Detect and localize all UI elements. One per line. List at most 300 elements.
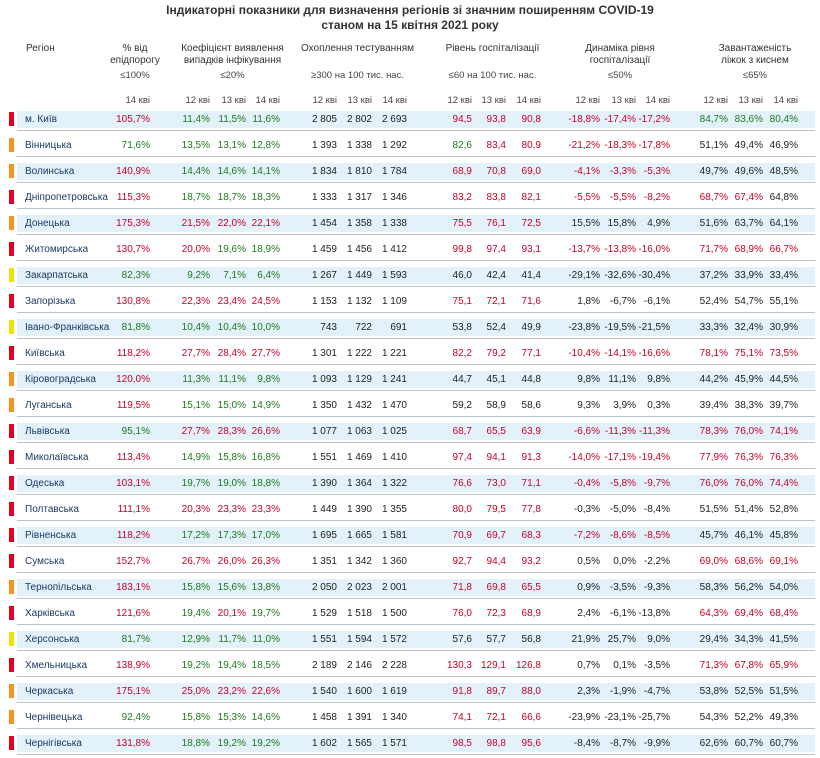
cell-dyn-3: -11,3% [639,426,670,437]
cell-test-3: 1 500 [381,608,407,619]
cell-coef-2: 19,0% [217,478,246,489]
cell-oxy-2: 76,0% [734,478,763,489]
region-name: Одеська [25,478,65,489]
cell-dyn-3: -17,2% [638,114,670,125]
header-dyn-line-2: госпіталізації [589,55,651,66]
table-row [9,213,815,237]
cell-hosp-1: 68,9 [452,166,472,177]
cell-oxy-2: 68,9% [734,244,763,255]
table-row [9,135,815,159]
cell-oxy-2: 33,9% [734,270,763,281]
cell-hosp-2: 76,1 [486,218,506,229]
cell-dyn-1: 0,5% [577,556,600,567]
cell-oxy-2: 69,4% [734,608,763,619]
cell-dyn-1: 0,9% [577,582,600,593]
cell-dyn-1: 9,3% [577,400,600,411]
cell-coef-2: 11,5% [218,114,246,125]
cell-dyn-2: -11,3% [605,426,636,437]
cell-test-1: 1 390 [311,478,337,489]
table-row [9,499,815,523]
cell-test-1: 1 153 [311,296,337,307]
cell-hosp-1: 74,1 [452,712,472,723]
cell-hosp-1: 76,0 [452,608,472,619]
region-name: Харківська [25,608,75,619]
threshold-oxy: ≤65% [742,70,768,81]
cell-oxy-3: 39,7% [769,400,798,411]
cell-hosp-3: 90,8 [521,114,541,125]
cell-coef-3: 6,4% [257,270,280,281]
cell-oxy-2: 45,9% [734,374,763,385]
cell-test-3: 1 593 [381,270,407,281]
zone-marker [9,346,14,360]
zone-marker [9,632,14,646]
cell-hosp-2: 89,7 [486,686,506,697]
cell-dyn-1: -29,1% [568,270,600,281]
cell-test-1: 1 459 [311,244,337,255]
region-name: Вінницька [25,140,72,151]
cell-oxy-2: 76,3% [734,452,763,463]
cell-coef-1: 15,8% [181,582,210,593]
cell-epid: 118,2% [116,348,150,359]
zone-marker [9,554,14,568]
cell-epid: 138,9% [116,660,150,671]
cell-test-3: 1 571 [381,738,407,749]
cell-test-2: 1 600 [346,686,372,697]
cell-epid: 81,7% [121,634,150,645]
cell-hosp-2: 72,1 [486,712,506,723]
cell-dyn-1: -8,4% [573,738,600,749]
cell-oxy-2: 32,4% [734,322,763,333]
region-name: Львівська [25,426,70,437]
cell-dyn-1: 15,5% [571,218,600,229]
cell-oxy-3: 64,8% [769,192,798,203]
row-divider [17,572,815,573]
row-divider [17,598,815,599]
cell-test-2: 1 565 [346,738,372,749]
cell-epid: 119,5% [116,400,150,411]
cell-dyn-2: -19,5% [604,322,636,333]
zone-marker [9,372,14,386]
threshold-test: ≥300 на 100 тис. нас. [311,70,404,81]
cell-coef-1: 13,5% [181,140,210,151]
table-row [9,395,815,419]
cell-dyn-2: 25,7% [607,634,636,645]
zone-marker [9,112,14,126]
cell-dyn-2: -3,5% [609,582,636,593]
cell-hosp-1: 83,2 [452,192,472,203]
cell-hosp-2: 79,2 [486,348,506,359]
cell-test-3: 1 292 [381,140,407,151]
cell-oxy-1: 78,1% [699,348,728,359]
cell-test-3: 1 410 [381,452,407,463]
cell-test-2: 1 063 [346,426,372,437]
cell-hosp-1: 82,6 [452,140,472,151]
row-divider [17,676,815,677]
cell-coef-3: 9,8% [257,374,280,385]
cell-test-3: 1 340 [381,712,407,723]
cell-hosp-1: 82,2 [452,348,472,359]
cell-coef-1: 18,7% [181,192,210,203]
cell-coef-2: 19,2% [217,738,246,749]
region-name: Миколаївська [25,452,89,463]
row-divider [17,520,815,521]
cell-coef-2: 28,3% [217,426,246,437]
cell-dyn-1: 9,8% [577,374,600,385]
region-name: Житомирська [25,244,89,255]
cell-test-1: 1 393 [311,140,337,151]
cell-hosp-1: 59,2 [452,400,472,411]
table-row [9,343,815,367]
cell-hosp-3: 77,8 [521,504,541,515]
cell-hosp-3: 126,8 [515,660,541,671]
cell-oxy-1: 62,6% [699,738,728,749]
cell-test-2: 1 342 [346,556,372,567]
cell-oxy-3: 51,5% [769,686,798,697]
table-row [9,655,815,679]
cell-dyn-1: -18,8% [568,114,600,125]
cell-dyn-2: -17,4% [604,114,636,125]
cell-dyn-2: -5,0% [609,504,636,515]
zone-marker [9,164,14,178]
table-row [9,603,815,627]
cell-test-2: 1 317 [346,192,372,203]
cell-dyn-2: -1,9% [609,686,636,697]
cell-coef-2: 10,4% [217,322,246,333]
cell-oxy-3: 44,5% [769,374,798,385]
cell-hosp-2: 72,1 [486,296,506,307]
cell-epid: 175,3% [116,218,150,229]
cell-test-3: 2 693 [381,114,407,125]
cell-oxy-3: 41,5% [769,634,798,645]
cell-oxy-2: 83,6% [734,114,763,125]
region-name: Луганська [25,400,72,411]
cell-coef-2: 28,4% [217,348,246,359]
cell-test-2: 1 391 [346,712,372,723]
cell-dyn-3: 9,0% [647,634,670,645]
cell-oxy-1: 45,7% [699,530,728,541]
threshold-dyn: ≤50% [607,70,633,81]
header-test: Охоплення тестуванням [301,43,414,54]
cell-oxy-2: 38,3% [734,400,763,411]
cell-test-2: 2 023 [346,582,372,593]
day-label-hosp-2: 13 кві [481,95,506,106]
day-label-test-2: 13 кві [347,95,372,106]
cell-dyn-1: -21,2% [568,140,600,151]
region-name: Київська [25,348,65,359]
header-dyn-line-1: Динаміка рівня [585,43,655,54]
cell-coef-2: 15,6% [217,582,246,593]
cell-coef-2: 19,6% [217,244,246,255]
zone-marker [9,476,14,490]
cell-dyn-1: -10,4% [568,348,600,359]
cell-coef-3: 16,8% [251,452,280,463]
cell-coef-2: 13,1% [217,140,246,151]
cell-coef-1: 17,2% [181,530,210,541]
table-row [9,577,815,601]
cell-epid: 183,1% [116,582,150,593]
cell-oxy-2: 46,1% [734,530,763,541]
cell-epid: 95,1% [121,426,150,437]
row-divider [17,286,815,287]
cell-oxy-3: 33,4% [769,270,798,281]
table-row [9,109,815,133]
cell-hosp-2: 69,8 [486,582,506,593]
row-divider [17,260,815,261]
zone-marker [9,294,14,308]
cell-coef-3: 18,9% [251,244,280,255]
cell-hosp-3: 56,8 [521,634,541,645]
row-divider [17,416,815,417]
cell-oxy-3: 48,5% [769,166,798,177]
cell-coef-2: 15,3% [217,712,246,723]
cell-test-2: 722 [355,322,372,333]
row-divider [17,702,815,703]
cell-dyn-3: -6,1% [643,296,670,307]
region-name: Рівненська [25,530,77,541]
cell-hosp-1: 130,3 [446,660,472,671]
cell-oxy-2: 68,6% [734,556,763,567]
zone-marker [9,320,14,334]
cell-test-3: 1 412 [381,244,407,255]
cell-hosp-2: 58,9 [486,400,506,411]
table-row [9,733,815,757]
table-row [9,525,815,549]
cell-test-2: 1 364 [346,478,372,489]
cell-oxy-1: 84,7% [699,114,728,125]
row-divider [17,546,815,547]
cell-hosp-3: 41,4 [521,270,541,281]
row-divider [17,754,815,755]
cell-epid: 140,9% [116,166,150,177]
cell-oxy-3: 46,9% [769,140,798,151]
cell-test-1: 1 449 [311,504,337,515]
cell-oxy-1: 39,4% [699,400,728,411]
cell-coef-1: 21,5% [181,218,210,229]
table-row [9,291,815,315]
cell-coef-3: 18,3% [251,192,280,203]
region-name: Хмельницька [25,660,88,671]
cell-epid: 81,8% [121,322,150,333]
cell-coef-2: 18,7% [217,192,246,203]
cell-dyn-3: -8,4% [643,504,670,515]
header-epid-line-2: епідпорогу [110,55,160,66]
table-row [9,681,815,705]
cell-oxy-1: 76,0% [699,478,728,489]
cell-oxy-3: 54,0% [769,582,798,593]
zone-marker [9,242,14,256]
cell-dyn-2: -32,6% [604,270,636,281]
cell-epid: 103,1% [116,478,150,489]
cell-epid: 111,1% [117,504,150,515]
cell-hosp-1: 76,6 [452,478,472,489]
cell-test-2: 1 469 [346,452,372,463]
cell-hosp-2: 97,4 [486,244,506,255]
cell-dyn-2: -14,1% [604,348,636,359]
region-name: Івано-Франківська [25,322,110,333]
day-label-dyn-1: 12 кві [575,95,600,106]
cell-test-1: 1 077 [311,426,337,437]
cell-oxy-2: 60,7% [734,738,763,749]
cell-coef-3: 24,5% [251,296,280,307]
cell-coef-2: 20,1% [217,608,246,619]
title-line-2: станом на 15 квітня 2021 року [321,18,499,32]
cell-dyn-3: -4,7% [643,686,670,697]
table-row [9,629,815,653]
region-name: Херсонська [25,634,80,645]
cell-test-3: 1 346 [381,192,407,203]
cell-dyn-2: -23,1% [604,712,636,723]
cell-oxy-3: 55,1% [769,296,798,307]
cell-coef-2: 14,6% [217,166,246,177]
cell-coef-1: 11,4% [182,114,210,125]
table-row [9,265,815,289]
region-name: Тернопільська [25,582,92,593]
cell-test-3: 1 241 [381,374,407,385]
table-row [9,421,815,445]
cell-oxy-2: 49,4% [734,140,763,151]
cell-oxy-1: 69,0% [699,556,728,567]
cell-coef-3: 13,8% [251,582,280,593]
zone-marker [9,606,14,620]
cell-test-3: 1 025 [381,426,407,437]
table-row [9,187,815,211]
cell-coef-3: 26,3% [251,556,280,567]
cell-coef-1: 25,0% [181,686,210,697]
region-name: Кіровоградська [25,374,96,385]
cell-hosp-3: 77,1 [521,348,541,359]
cell-oxy-2: 49,6% [734,166,763,177]
cell-oxy-1: 78,3% [699,426,728,437]
cell-dyn-1: 0,7% [577,660,600,671]
cell-oxy-2: 63,7% [734,218,763,229]
cell-hosp-2: 65,5 [486,426,506,437]
cell-hosp-3: 69,0 [521,166,541,177]
cell-coef-1: 15,8% [181,712,210,723]
region-name: Донецька [25,218,70,229]
cell-coef-1: 11,3% [182,374,210,385]
cell-test-1: 2 050 [311,582,337,593]
cell-coef-1: 26,7% [181,556,210,567]
cell-hosp-1: 68,7 [452,426,472,437]
cell-epid: 131,8% [116,738,150,749]
cell-dyn-2: -6,1% [609,608,636,619]
cell-coef-2: 23,3% [217,504,246,515]
zone-marker [9,138,14,152]
cell-coef-3: 11,6% [252,114,280,125]
cell-coef-3: 19,2% [251,738,280,749]
cell-dyn-3: -16,0% [638,244,670,255]
cell-dyn-3: -2,2% [643,556,670,567]
cell-test-1: 2 805 [311,114,337,125]
cell-coef-2: 15,8% [217,452,246,463]
cell-oxy-1: 51,5% [699,504,728,515]
header-coef-line-2: випадків інфікування [183,55,282,66]
table-row [9,161,815,185]
cell-dyn-2: -13,8% [604,244,636,255]
cell-test-3: 1 360 [381,556,407,567]
zone-marker [9,398,14,412]
row-divider [17,338,815,339]
cell-hosp-2: 129,1 [480,660,506,671]
table-row [9,317,815,341]
cell-coef-1: 9,2% [187,270,210,281]
cell-epid: 120,0% [116,374,150,385]
cell-coef-3: 26,6% [251,426,280,437]
cell-epid: 130,7% [116,244,150,255]
cell-dyn-2: -5,8% [609,478,636,489]
report-title [0,3,820,33]
cell-dyn-1: -0,3% [573,504,600,515]
day-label-oxy-3: 14 кві [773,95,798,106]
cell-hosp-1: 75,5 [452,218,472,229]
cell-hosp-2: 57,7 [486,634,506,645]
cell-oxy-2: 52,5% [734,686,763,697]
day-label-epid: 14 кві [125,95,150,106]
region-name: Запорізька [25,296,76,307]
cell-oxy-2: 54,7% [734,296,763,307]
zone-marker [9,216,14,230]
region-name: м. Київ [25,114,57,125]
day-label-test-1: 12 кві [312,95,337,106]
cell-hosp-3: 95,6 [521,738,541,749]
cell-hosp-2: 79,5 [486,504,506,515]
row-divider [17,156,815,157]
header-dyn [565,43,675,67]
cell-coef-3: 27,7% [251,348,280,359]
zone-marker [9,736,14,750]
row-divider [17,130,815,131]
row-divider [17,312,815,313]
table-row [9,707,815,731]
cell-dyn-2: -8,7% [609,738,636,749]
cell-hosp-3: 68,3 [521,530,541,541]
cell-test-3: 1 338 [381,218,407,229]
cell-hosp-1: 46,0 [452,270,472,281]
cell-test-3: 1 221 [381,348,407,359]
cell-hosp-1: 75,1 [452,296,472,307]
day-label-oxy-1: 12 кві [703,95,728,106]
cell-test-1: 1 351 [311,556,337,567]
cell-hosp-1: 98,5 [452,738,472,749]
cell-hosp-3: 93,2 [521,556,541,567]
cell-oxy-3: 64,1% [769,218,798,229]
cell-dyn-1: 2,3% [577,686,600,697]
cell-oxy-3: 65,9% [769,660,798,671]
cell-coef-3: 10,0% [251,322,280,333]
cell-oxy-1: 44,2% [699,374,728,385]
day-label-coef-1: 12 кві [185,95,210,106]
cell-epid: 115,3% [116,192,150,203]
header-oxy [700,43,810,67]
cell-oxy-3: 52,8% [769,504,798,515]
header-hosp: Рівень госпіталізації [445,43,540,54]
cell-epid: 118,2% [116,530,150,541]
cell-dyn-3: -8,2% [643,192,670,203]
threshold-hosp: ≤60 на 100 тис. нас. [448,70,537,81]
cell-coef-2: 19,4% [217,660,246,671]
cell-oxy-3: 45,8% [769,530,798,541]
cell-hosp-2: 83,8 [486,192,506,203]
cell-test-2: 2 802 [346,114,372,125]
cell-coef-3: 11,0% [252,634,280,645]
cell-coef-1: 19,2% [181,660,210,671]
cell-test-3: 1 355 [381,504,407,515]
header-region: Регіон [26,43,55,54]
cell-hosp-2: 70,8 [486,166,506,177]
cell-dyn-2: -3,3% [609,166,636,177]
cell-test-1: 1 454 [311,218,337,229]
cell-dyn-3: -21,5% [638,322,670,333]
